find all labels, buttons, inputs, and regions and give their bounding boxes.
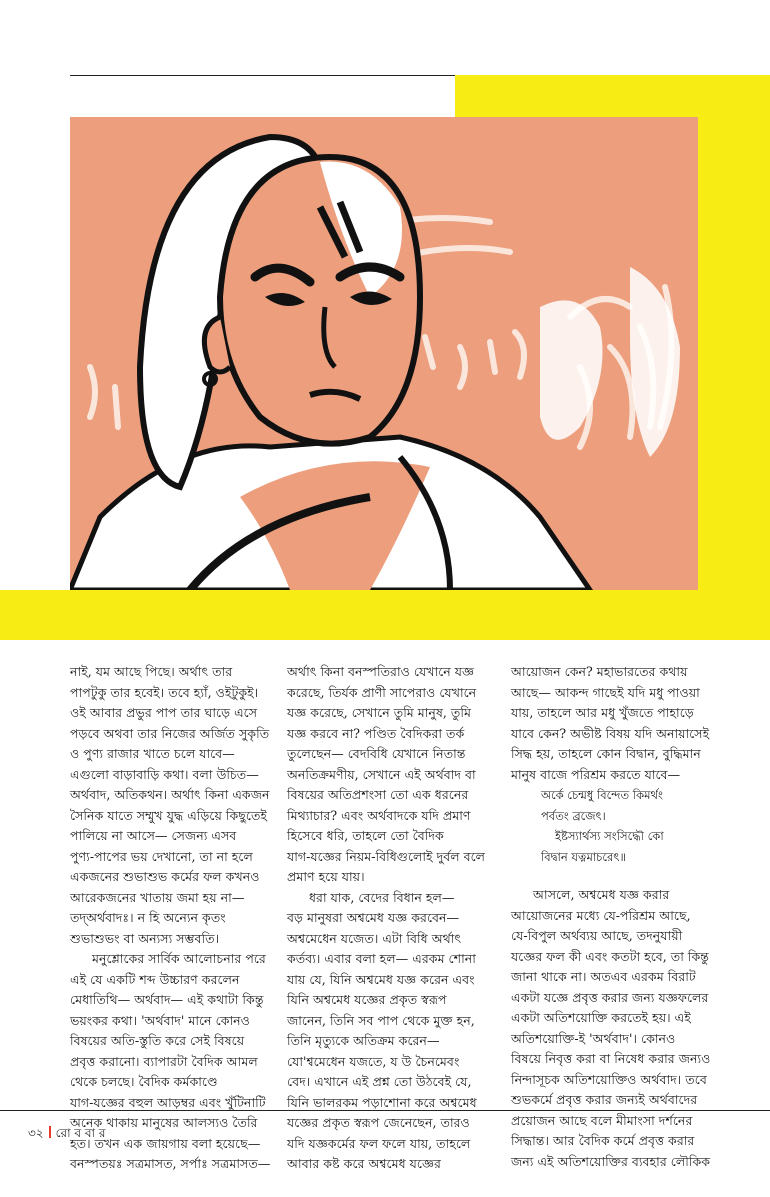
bottom-rule xyxy=(0,1110,770,1111)
page-number: ৩২ xyxy=(28,1126,44,1140)
column-line: মেধাতিথি— অর্থবাদ— এই কথাটা কিন্তু xyxy=(70,992,264,1007)
column-line: এগুলো বাড়াবাড়ি কথা। বলা উচিত— xyxy=(70,766,259,782)
column-line: যজ্ঞের প্রকৃত স্বরূপ জেনেছেন, তারও xyxy=(287,1115,470,1130)
column-line: যায় যে, যিনি অশ্বমেধ যজ্ঞ করেন এবং xyxy=(287,971,475,987)
verse-line: অর্কে চেন্মধু বিন্দেত কিমর্থং xyxy=(541,788,663,802)
column-line: অতিশয়োক্তি-ই 'অর্থবাদ'। কোনও xyxy=(511,1030,676,1046)
column-line: শুভকর্মে প্রবৃত্ত করার জন্যই অর্থবাদের xyxy=(511,1092,698,1107)
column-line: হত। তখন এক জায়গায় বলা হয়েছে— xyxy=(70,1135,261,1151)
column-line: মনুশ্লোকের সার্বিক আলোচনার পরে xyxy=(92,951,266,966)
text-column-3 xyxy=(511,662,721,1172)
column-line: করেছে, তির্যক প্রাণী সাপেরাও যেখানে xyxy=(287,684,477,700)
column-line: তুলেছেন— বেদবিধি যেখানে নিতান্ত xyxy=(287,746,466,761)
column-line: সিদ্ধান্ত। আর বৈদিক কর্মে প্রবৃত্ত করার xyxy=(511,1133,695,1148)
verse-line: ইষ্টস্যার্থস্য সংসিদ্ধৌ কো xyxy=(555,829,664,843)
column-line: আরেকজনের খাতায় জমা হয় না— xyxy=(70,889,245,905)
column-line: জানেন, তিনি সব পাপ থেকে মুক্ত হন, xyxy=(287,1012,475,1028)
column-line: বনস্পতয়ঃ সত্রমাসত, সর্পাঃ সত্রমাসত— xyxy=(70,1156,271,1171)
column-line: বেদ। এখানে এই প্রশ্ন তো উঠবেই যে, xyxy=(287,1074,472,1089)
column-line: যজ্ঞের ফল কী এবং কতটা হবে, তা কিন্তু xyxy=(511,948,709,964)
column-line: অনতিক্রমণীয়, সেখানে এই অর্থবাদ বা xyxy=(287,766,476,782)
column-line: জন্য এই অতিশয়োক্তির ব্যবহার লৌকিক xyxy=(511,1153,711,1169)
column-line: কর্তব্য। এবার বলা হল— এরকম শোনা xyxy=(287,951,476,966)
yellow-accent-band xyxy=(0,590,712,640)
text-column-1 xyxy=(70,662,272,1175)
magazine-name: রো ব বা র xyxy=(55,1126,106,1140)
column-line: পড়বে অথবা তার নিজের অর্জিত সুকৃতি xyxy=(70,725,270,741)
column-line: ও পুণ্য রাজার খাতে চলে যাবে— xyxy=(70,746,235,761)
portrait-illustration-icon xyxy=(70,117,698,590)
column-line: নাই, যম আছে পিছে। অর্থাৎ তার xyxy=(70,664,233,679)
column-line: একটা যজ্ঞে প্রবৃত্ত করার জন্য যজ্ঞফলের xyxy=(511,989,709,1005)
column-line: যো'শ্বমেধেন যজতে, য উ চৈনমেবং xyxy=(287,1053,460,1069)
column-line: নিন্দাসূচক অতিশয়োক্তিও অর্থবাদ। তবে xyxy=(511,1071,707,1087)
column-line: পালিয়ে না আসে— সেজন্য এসব xyxy=(70,828,237,843)
column-line: আসলে, অশ্বমেধ যজ্ঞ করার xyxy=(533,887,670,902)
column-line: পুণ্য-পাপের ভয় দেখানো, তা না হলে xyxy=(70,848,253,864)
column-line: যাগ-যজ্ঞের নিয়ম-বিধিগুলোই দুর্বল বলে xyxy=(287,848,486,864)
column-line: এই যে একটি শব্দ উচ্চারণ করলেন xyxy=(70,971,240,987)
column-line: একটা অতিশয়োক্তি করতেই হয়। এই xyxy=(511,1010,691,1025)
text-column-2 xyxy=(287,662,497,1175)
column-line: আয়োজনের মধ্যে যে-পরিশ্রম আছে, xyxy=(511,907,691,923)
column-line: বিষয়ের অতিপ্রশংসা তো এক ধরনের xyxy=(287,787,469,802)
column-line: অর্থাৎ কিনা বনস্পতিরাও যেখানে যজ্ঞ xyxy=(287,664,475,679)
column-line: আয়োজন কেন? মহাভারতের কথায় xyxy=(511,664,688,679)
column-line: যাবে কেন? অভীষ্ট বিষয় যদি অনায়াসেই xyxy=(511,725,710,741)
column-line: সিদ্ধ হয়, তাহলে কোন বিদ্বান, বুদ্ধিমান xyxy=(511,746,701,761)
column-line: ধরা যাক, বেদের বিধান হল— xyxy=(309,889,455,905)
column-line: আছে— আকন্দ গাছেই যদি মধু পাওয়া xyxy=(511,684,700,700)
column-line: যিনি ভালরকম পড়াশোনা করে অশ্বমেধ xyxy=(287,1094,477,1110)
column-line: জানা থাকে না। অতএব এরকম বিরাট xyxy=(511,969,696,984)
column-line: আবার কষ্ট করে অশ্বমেধ যজ্ঞের xyxy=(287,1156,441,1171)
illustration xyxy=(70,117,698,590)
page-footer xyxy=(28,1125,105,1145)
column-line: যিনি অশ্বমেধ যজ্ঞের প্রকৃত স্বরূপ xyxy=(287,992,447,1007)
column-line: যাগ-যজ্ঞের বহুল আড়ম্বর এবং খুঁটিনাটি xyxy=(70,1094,266,1110)
column-line: যজ্ঞ করেছে, সেখানে তুমি মানুষ, তুমি xyxy=(287,705,471,720)
column-line: বিষয়ের অতি-স্তুতি করে সেই বিষয়ে xyxy=(70,1033,245,1048)
column-line: ভয়ংকর কথা। 'অর্থবাদ' মানে কোনও xyxy=(70,1012,250,1028)
column-line: পাপটুকু তার হবেই। তবে হ্যাঁ, ওইটুকুই। xyxy=(70,684,259,700)
column-line: মিথ্যাচার? এবং অর্থবাদকে যদি প্রমাণ xyxy=(287,807,471,823)
column-line: হিসেবে ধরি, তাহলে তো বৈদিক xyxy=(287,828,444,843)
column-line: একজনের শুভাশুভ কর্মের ফল কখনও xyxy=(70,869,260,884)
column-line: সৈনিক যাতে সম্মুখ যুদ্ধ এড়িয়ে কিছুতেই xyxy=(70,807,267,823)
column-line: অনেক থাকায় মানুষের আলস্যও তৈরি xyxy=(70,1115,258,1130)
footer-divider xyxy=(49,1126,51,1138)
verse-line: বিদ্বান যত্নমাচরেৎ॥ xyxy=(541,849,626,864)
column-line: তদ্‌অর্থবাদঃ। ন হি অন্যেন কৃতং xyxy=(70,910,226,925)
column-line: যজ্ঞ করবে না? পণ্ডিত বৈদিকরা তর্ক xyxy=(287,725,465,741)
column-line: থেকে চলছে। বৈদিক কর্মকাণ্ডে xyxy=(70,1074,218,1089)
column-line: বড় মানুষরা অশ্বমেধ যজ্ঞ করবেন— xyxy=(287,910,460,925)
column-line: মানুষ বাজে পরিশ্রম করতে যাবে— xyxy=(511,766,681,782)
verse-line: পর্বতং ব্রজেৎ। xyxy=(541,808,606,823)
column-line: প্রবৃত্ত করানো। ব্যাপারটা বৈদিক আমল xyxy=(70,1053,258,1069)
column-line: অশ্বমেধেন যজেত। এটা বিধি অর্থাৎ xyxy=(287,930,462,946)
column-line: অর্থবাদ, অতিকথন। অর্থাৎ কিনা একজন xyxy=(70,787,270,802)
column-line: বিষয়ে নিবৃত্ত করা বা নিষেধ করার জন্যও xyxy=(511,1051,711,1066)
column-line: প্রয়োজন আছে বলে মীমাংসা দর্শনের xyxy=(511,1112,693,1128)
column-line: প্রমাণ হয়ে যায়। xyxy=(287,869,365,884)
column-line: যে-বিপুল অর্থব্যয় আছে, তদনুযায়ী xyxy=(511,928,683,943)
column-line: শুভাশুভং বা অন্যস্য সম্ভবতি। xyxy=(70,930,220,946)
column-line: যদি যজ্ঞকর্মের ফল ফলে যায়, তাহলে xyxy=(287,1135,471,1151)
column-line: যায়, তাহলে আর মধু খুঁজতে পাহাড়ে xyxy=(511,705,694,720)
column-line: তিনি মৃত্যুকে অতিক্রম করেন— xyxy=(287,1033,440,1048)
column-line: ওই আবার প্রভুর পাপ তার ঘাড়ে এসে xyxy=(70,705,258,720)
